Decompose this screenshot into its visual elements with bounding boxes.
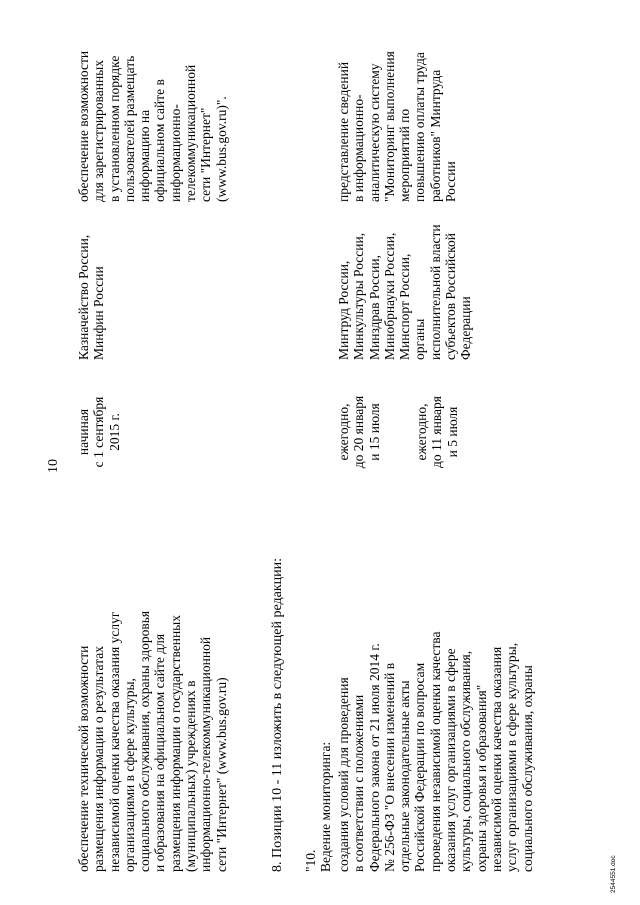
row-10-responsible: Минтруд России, Минкультуры России, Минздрав России, Минобрнауки России, Минспорт России, органы исполнительной власти субъектов Российской Федерации: [336, 224, 474, 360]
amendment-instruction: 8. Позиции 10 - 11 изложить в следующей редакции:: [270, 557, 285, 872]
row-top-responsible: Казначейство России, Минфин России: [76, 234, 107, 360]
row-10-deadline-2: ежегодно, до 11 января и 5 июля: [414, 396, 460, 468]
row-10-result: представление сведений в информационно- аналитическую систему "Мониторинг выполнения мероприятий по повышению оплаты труда работников" Минтруда России: [336, 51, 459, 202]
footer-filename: 2544551.doc: [610, 855, 617, 893]
page-number: 10: [46, 459, 61, 473]
row-top-deadline: начиная с 1 сентября 2015 г.: [76, 396, 122, 468]
row-10-heading: Ведение мониторинга:: [318, 741, 333, 872]
row-10-deadline-1: ежегодно, до 20 января и 15 июля: [336, 395, 382, 469]
row-10-content: создания условий для проведения в соответствии с положениями Федерального закона от 21 июля 2014 г. № 256-ФЗ "О внесении изменений в отдельные законодательные акты Российской Федерации по вопросам проведения независимой оценки качества оказания услуг организациями в сфере культуры, социального обслуживания, охраны здоровья и образования" независимой оценки качества оказания услуг организациями в сфере культуры, социального обслуживания, охраны: [336, 631, 535, 872]
row-top-content: обеспечение технической возможности размещения информации о результатах независимой оценки качества оказания услуг организациями в сфере культуры, социального обслуживания, охраны здоровья и образования на официальном сайте для размещения информации о государственных (муниципальных) учреждениях в информационно-телекоммуникационной сети "Интернет" (www.bus.gov.ru): [76, 610, 229, 872]
row-10-number: "10.: [303, 849, 318, 872]
row-top-result: обеспечение возможности для зарегистрированных в установленном порядке пользователей размещать информацию на официальном сайте в информационно- телекоммуникационной сети "Интернет" (www.bus.gov.ru)".: [76, 50, 229, 202]
